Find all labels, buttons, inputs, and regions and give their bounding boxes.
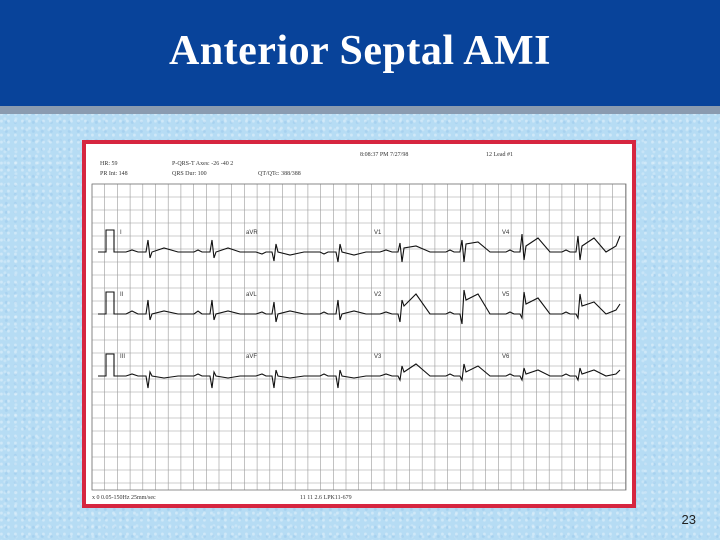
qt-label: QT/QTc: 388/388 [258, 171, 301, 177]
lead-id-label: 12 Lead #1 [486, 152, 513, 158]
slide-title: Anterior Septal AMI [168, 28, 552, 74]
ecg-grid [92, 184, 626, 490]
qrs-label: QRS Dur: 100 [172, 171, 207, 177]
lead-label-V5: V5 [502, 292, 510, 298]
ecg-footer-left: x 0 0.05-150Hz 25mm/sec [92, 495, 156, 501]
pr-label: PR Int: 148 [100, 171, 128, 177]
lead-label-aVF: aVF [246, 354, 258, 360]
ecg-footer-right: 11 11 2.6 LPK11-679 [300, 495, 352, 501]
lead-label-V4: V4 [502, 230, 510, 236]
time-label: 8:08:37 PM 7/27/98 [360, 152, 409, 158]
lead-label-V6: V6 [502, 354, 510, 360]
ecg-tracing [86, 144, 632, 504]
hr-label: HR: 59 [100, 161, 118, 167]
lead-label-II: II [120, 292, 124, 298]
slide-page-number: 23 [681, 512, 696, 527]
lead-label-V3: V3 [374, 354, 382, 360]
lead-label-III: III [120, 354, 126, 360]
axes-label: P-QRS-T Axes: -26 -40 2 [172, 161, 234, 167]
lead-label-aVL: aVL [246, 292, 257, 298]
lead-label-I: I [120, 230, 122, 236]
lead-label-aVR: aVR [246, 230, 258, 236]
title-underline [0, 106, 720, 114]
lead-label-V2: V2 [374, 292, 382, 298]
lead-label-V1: V1 [374, 230, 382, 236]
ecg-strip [82, 140, 636, 508]
